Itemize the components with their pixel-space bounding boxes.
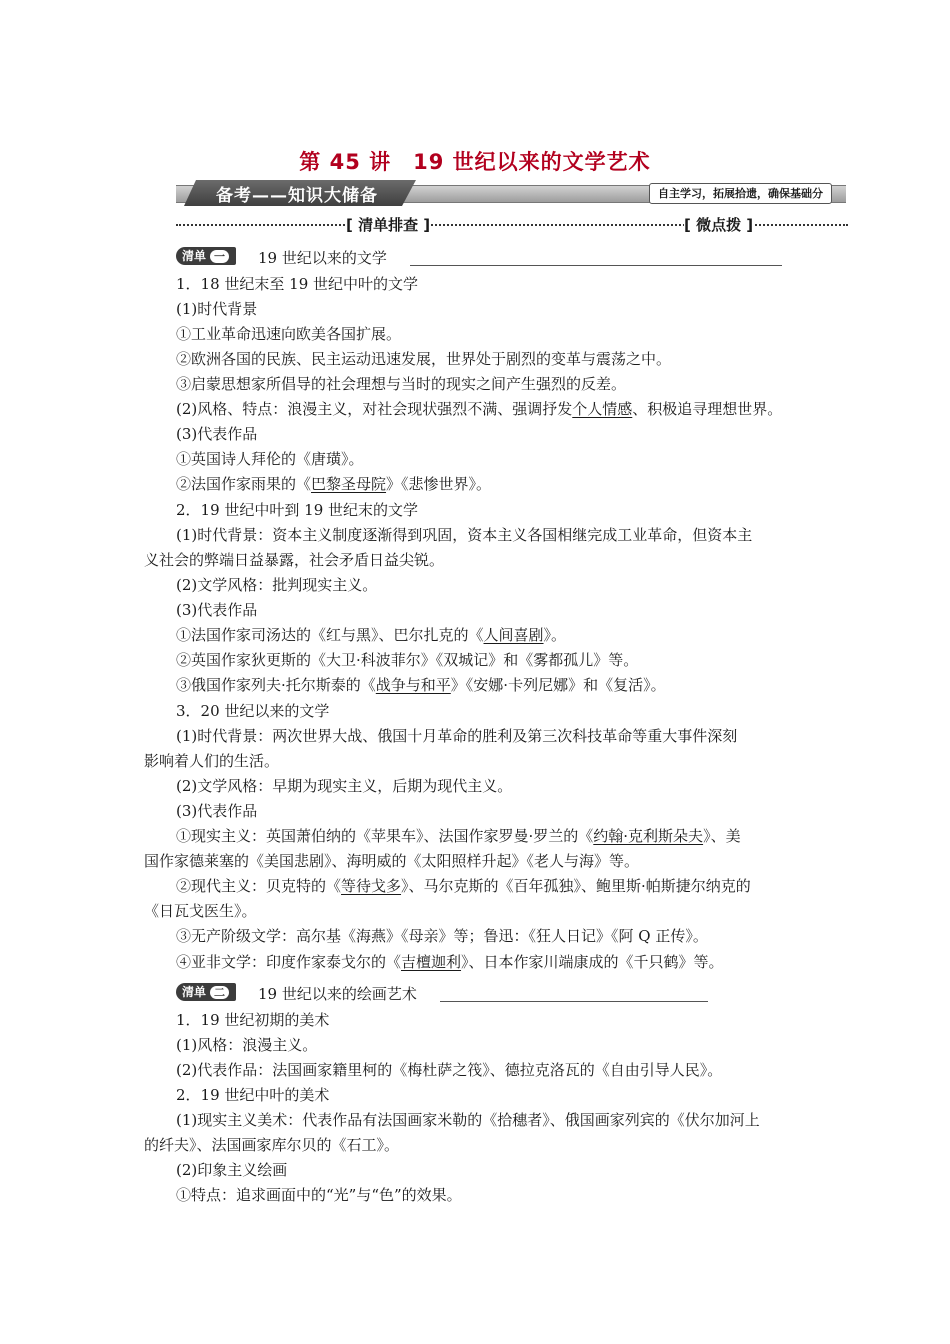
text-line: ③无产阶级文学：高尔基《海燕》《母亲》等；鲁迅：《狂人日记》《阿 Q 正传》。 [176, 927, 708, 945]
text-line: ①法国作家司汤达的《红与黑》、巴尔扎克的《人间喜剧》。 [176, 626, 567, 644]
text-line: ①现实主义：英国萧伯纳的《苹果车》、法国作家罗曼·罗兰的《约翰·克利斯朵夫》、美 [176, 827, 741, 845]
text-line: ①特点：追求画面中的“光”与“色”的效果。 [176, 1186, 462, 1204]
text-line: (2)风格、特点：浪漫主义，对社会现状强烈不满、强调抒发个人情感、积极追寻理想世界。 [176, 400, 783, 418]
text-line: 3．20 世纪以来的文学 [176, 702, 330, 720]
page-title: 第 45 讲 19 世纪以来的文学艺术 [299, 150, 651, 174]
text-line: (2)文学风格：批判现实主义。 [176, 576, 378, 594]
underlined-term: 人间喜剧 [483, 626, 544, 644]
text-line: 《日瓦戈医生》。 [144, 902, 257, 920]
text-line: (2)文学风格：早期为现实主义，后期为现代主义。 [176, 777, 513, 795]
text-line: ①工业革命迅速向欧美各国扩展。 [176, 325, 402, 343]
text-line: 义社会的弊端日益暴露，社会矛盾日益尖锐。 [144, 551, 445, 569]
text-line: ③俄国作家列夫·托尔斯泰的《战争与和平》《安娜·卡列尼娜》和《复活》。 [176, 676, 666, 694]
text-line: ①英国诗人拜伦的《唐璜》。 [176, 450, 364, 468]
text-line: ②欧洲各国的民族、民主运动迅速发展，世界处于剧烈的变革与震荡之中。 [176, 350, 672, 368]
text-line: ②法国作家雨果的《巴黎圣母院》《悲惨世界》。 [176, 475, 492, 493]
text-line: (1)时代背景 [176, 300, 258, 318]
underlined-term: 等待戈多 [341, 877, 402, 895]
text-line: ③启蒙思想家所倡导的社会理想与当时的现实之间产生强烈的反差。 [176, 375, 627, 393]
text-line: 2．19 世纪中叶到 19 世纪末的文学 [176, 501, 419, 519]
text-line: 的纤夫》、法国画家库尔贝的《石工》。 [144, 1136, 400, 1154]
underlined-term: 约翰·克利斯朵夫 [593, 827, 704, 845]
underlined-term: 战争与和平 [375, 676, 451, 694]
section1-heading: 19 世纪以来的文学 [258, 249, 387, 267]
text-line: (1)时代背景：资本主义制度逐渐得到巩固，资本主义各国相继完成工业革命，但资本主 [176, 526, 753, 544]
underlined-term: 个人情感 [572, 400, 633, 418]
text-line: ②英国作家狄更斯的《大卫·科波菲尔》《双城记》和《雾都孤儿》等。 [176, 651, 639, 669]
text-line: (1)现实主义美术：代表作品有法国画家米勒的《拾穗者》、俄国画家列宾的《伏尔加河上 [176, 1111, 760, 1129]
section1-badge: 清单 一 [176, 247, 236, 265]
text-line: (3)代表作品 [176, 601, 258, 619]
section2-rule [440, 1001, 708, 1002]
banner-right-label: 自主学习，拓展拾遗，确保基础分 [649, 183, 832, 204]
section-banner [176, 180, 846, 206]
text-line: (2)代表作品：法国画家籍里柯的《梅杜萨之筏》、德拉克洛瓦的《自由引导人民》。 [176, 1061, 723, 1079]
tab-checklist: [ 清单排查 ] [346, 216, 431, 234]
tab-tips: [ 微点拨 ] [684, 216, 754, 234]
text-line: (3)代表作品 [176, 802, 258, 820]
text-line: (2)印象主义绘画 [176, 1161, 288, 1179]
text-line: 国作家德莱塞的《美国悲剧》、海明威的《太阳照样升起》《老人与海》等。 [144, 852, 640, 870]
text-line: ②现代主义：贝克特的《等待戈多》、马尔克斯的《百年孤独》、鲍里斯·帕斯捷尔纳克的 [176, 877, 751, 895]
text-line: 1．18 世纪末至 19 世纪中叶的文学 [176, 275, 419, 293]
text-line: 影响着人们的生活。 [144, 752, 280, 770]
text-line: (3)代表作品 [176, 425, 258, 443]
section2-badge: 清单 二 [176, 983, 236, 1001]
underlined-term: 吉檀迦利 [401, 953, 462, 971]
text-line: (1)时代背景：两次世界大战、俄国十月革命的胜利及第三次科技革命等重大事件深刻 [176, 727, 738, 745]
underlined-term: 巴黎圣母院 [311, 475, 387, 493]
text-line: 2．19 世纪中叶的美术 [176, 1086, 330, 1104]
text-line: ④亚非文学：印度作家泰戈尔的《吉檀迦利》、日本作家川端康成的《千只鹤》等。 [176, 953, 724, 971]
section1-rule [410, 265, 782, 266]
text-line: 1．19 世纪初期的美术 [176, 1011, 330, 1029]
tab-row [176, 214, 848, 234]
banner-left-label: 备考——知识大储备 [216, 186, 378, 206]
section2-heading: 19 世纪以来的绘画艺术 [258, 985, 417, 1003]
text-line: (1)风格：浪漫主义。 [176, 1036, 318, 1054]
